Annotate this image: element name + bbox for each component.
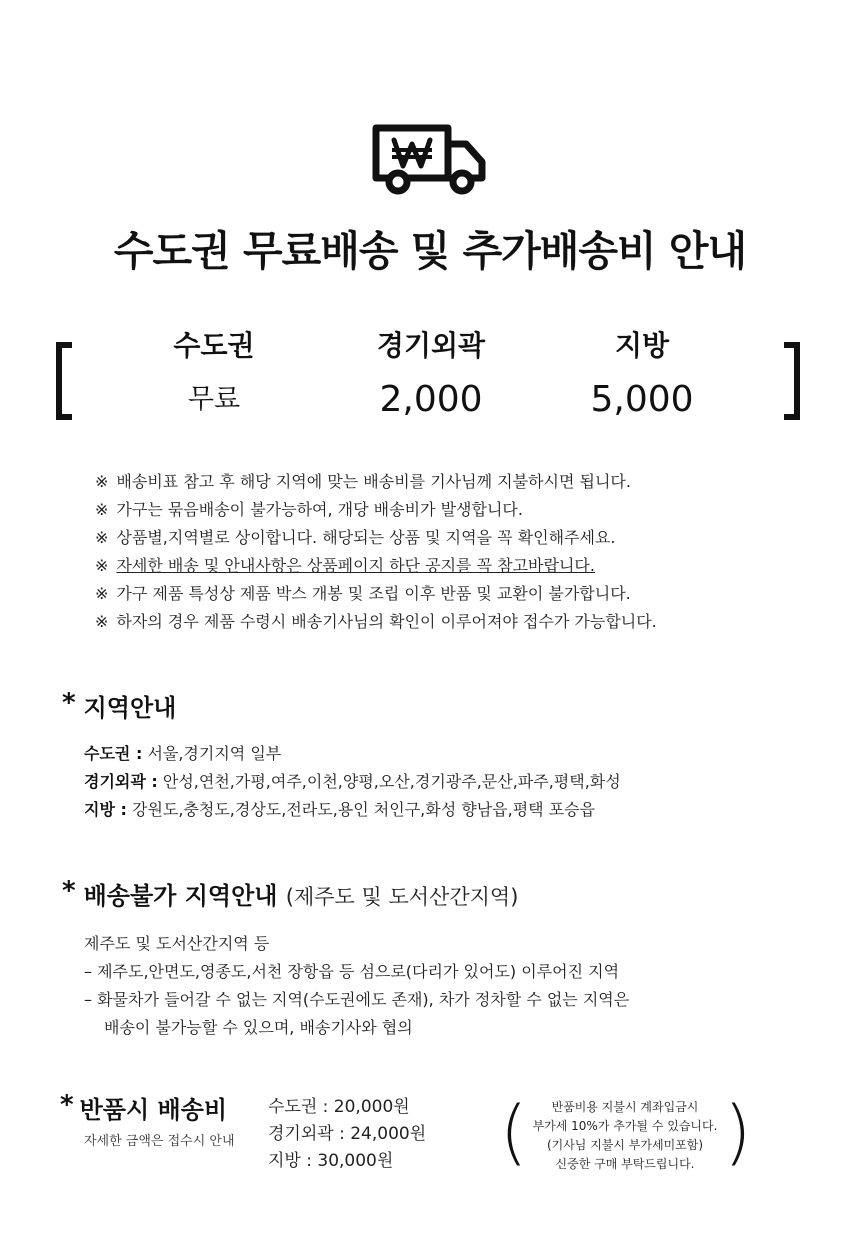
no-delivery-heading: * 배송불가 지역안내 (제주도 및 도서산간지역) — [62, 876, 519, 910]
close-paren: ) — [724, 1091, 752, 1173]
region-guide-heading: * 지역안내 — [62, 688, 177, 722]
rate-region: 수도권 — [173, 329, 255, 362]
region-row: 수도권 : 서울,경기지역 일부 — [84, 744, 282, 763]
return-fee-row: 지방 : 30,000원 — [268, 1151, 394, 1171]
rate-price: 무료 — [187, 384, 241, 415]
open-paren: ( — [500, 1091, 528, 1173]
rate-column-capital — [94, 326, 334, 436]
notice-item: ※ 가구는 묶음배송이 불가능하여, 개당 배송비가 발생합니다. — [95, 500, 523, 519]
aside-line: 부가세 10%가 추가될 수 있습니다. — [532, 1119, 718, 1133]
notice-item: ※ 자세한 배송 및 안내사항은 상품페이지 하단 공지를 꼭 참고바랍니다. — [95, 556, 595, 575]
asterisk-icon: * — [62, 876, 76, 906]
asterisk-icon: * — [60, 1090, 74, 1120]
page-title: 수도권 무료배송 및 추가배송비 안내 — [113, 227, 747, 275]
notice-item: ※ 하자의 경우 제품 수령시 배송기사님의 확인이 이루어져야 접수가 가능합니다. — [95, 612, 657, 631]
notice-item: ※ 배송비표 참고 후 해당 지역에 맞는 배송비를 기사님께 지불하시면 됩니다. — [95, 472, 631, 491]
rate-column-outer-gyeonggi — [311, 326, 551, 436]
no-delivery-row: – 화물차가 들어갈 수 없는 지역(수도권에도 존재), 차가 정차할 수 없는 지역은 — [84, 990, 630, 1009]
no-delivery-list — [84, 930, 629, 1042]
notice-list — [95, 468, 657, 636]
rate-price: 5,000 — [590, 379, 694, 420]
asterisk-icon: * — [62, 688, 76, 718]
notice-item: ※ 상품별,지역별로 상이합니다. 해당되는 상품 및 지역을 꼭 확인해주세요. — [95, 528, 616, 547]
rate-region: 지방 — [614, 329, 670, 362]
left-bracket — [56, 342, 72, 420]
aside-line: 신중한 구매 부탁드립니다. — [555, 1157, 695, 1171]
notice-item: ※ 가구 제품 특성상 제품 박스 개봉 및 조립 이후 반품 및 교환이 불가합니다. — [95, 584, 631, 603]
region-row: 경기외곽 : 안성,연천,가평,여주,이천,양평,오산,경기광주,문산,파주,평택,화성 — [84, 772, 621, 791]
region-row: 지방 : 강원도,충청도,경상도,전라도,용인 처인구,화성 향남읍,평택 포승읍 — [84, 800, 596, 819]
no-delivery-row: – 제주도,안면도,영종도,서천 장항읍 등 섬으로(다리가 있어도) 이루어진 지역 — [84, 962, 620, 981]
return-fee-aside — [520, 1098, 730, 1174]
delivery-truck-won-icon — [370, 122, 488, 196]
region-guide-list — [84, 740, 621, 824]
rate-region: 경기외곽 — [376, 329, 486, 362]
aside-line: (기사님 지불시 부가세미포함) — [546, 1138, 704, 1152]
return-fee-heading: * 반품시 배송비 — [60, 1090, 228, 1124]
no-delivery-row: 배송이 불가능할 수 있으며, 배송기사와 협의 — [104, 1018, 413, 1037]
right-bracket — [784, 342, 800, 420]
return-fee-row: 경기외곽 : 24,000원 — [268, 1124, 427, 1144]
return-fee-note: 자세한 금액은 접수시 안내 — [84, 1134, 235, 1149]
return-fee-list — [268, 1094, 426, 1175]
no-delivery-row: 제주도 및 도서산간지역 등 — [84, 934, 270, 953]
return-fee-row: 수도권 : 20,000원 — [268, 1097, 410, 1117]
aside-line: 반품비용 지불시 계좌입금시 — [551, 1100, 699, 1114]
rate-price: 2,000 — [379, 379, 483, 420]
rate-column-province — [522, 326, 762, 436]
